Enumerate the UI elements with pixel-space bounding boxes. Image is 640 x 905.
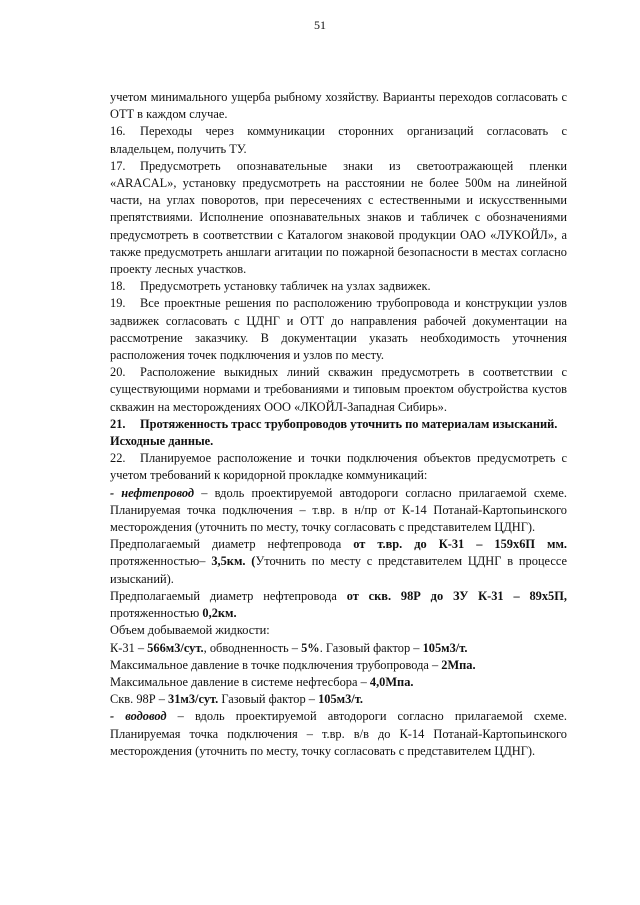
- item-number: 21.: [110, 416, 126, 431]
- paragraph-19: [110, 295, 567, 364]
- water-pipeline-description: - водовод – вдоль проектируемой автодороги согласно прилагаемой схеме. Планируемая точка подключения – т.вр. в/в до К-14 Потанай-Картопьинского месторождения (уточнить по месту, точку согласовать с представителем ЦДНГ).: [110, 709, 567, 758]
- paragraph-20: [110, 364, 567, 416]
- item-text: Переходы через коммуникации сторонних организаций согласовать с владельцем, получить ТУ.: [110, 124, 567, 156]
- paragraph-16: [110, 123, 567, 157]
- item-number: 19.: [110, 296, 126, 311]
- paragraph-21: [110, 416, 567, 433]
- well-98r-production: Скв. 98Р – 31м3/сут. Газовый фактор – 105м3/т.: [110, 692, 363, 707]
- section-heading: Исходные данные.: [110, 434, 214, 449]
- liquid-volume-heading: Объем добываемой жидкости:: [110, 623, 270, 638]
- k31-production: К-31 – 566м3/сут., обводненность – 5%. Газовый фактор – 105м3/т.: [110, 640, 468, 655]
- oil-pipeline-diameter-2: Предполагаемый диаметр нефтепровода от скв. 98Р до ЗУ К-31 – 89х5П, протяженностью 0,2км.: [110, 588, 567, 621]
- paragraph-22: [110, 450, 567, 484]
- water-pipeline-label: - водовод: [110, 709, 167, 724]
- oil-pipeline-label: - нефтепровод: [110, 485, 195, 500]
- item-number: 16.: [110, 124, 126, 139]
- max-pressure-system: Максимальное давление в системе нефтесбора – 4,0Мпа.: [110, 674, 414, 689]
- item-number: 17.: [110, 158, 126, 173]
- paragraph-intro: учетом минимального ущерба рыбному хозяйству. Варианты переходов согласовать с ОТТ в каждом случае.: [110, 90, 567, 122]
- oil-pipeline-description: - нефтепровод – вдоль проектируемой автодороги согласно прилагаемой схеме. Планируемая точка подключения – т.вр. в н/пр от К-14 Потанай-Картопьинского месторождения (уточнить по месту, точку согласовать с представителем ЦДНГ).: [110, 485, 567, 535]
- paragraph-18: [110, 278, 567, 295]
- oil-pipeline-diameter-1: Предполагаемый диаметр нефтепровода от т.вр. до К-31 – 159х6П мм. протяженностью– 3,5км. (Уточнить по месту с представителем ЦДНГ в процессе изысканий).: [110, 537, 567, 586]
- item-text: Предусмотреть установку табличек на узлах задвижек.: [140, 279, 431, 294]
- item-text: Планируемое расположение и точки подключения объектов предусмотреть с учетом требований к коридорной прокладке коммуникаций:: [110, 451, 567, 483]
- item-text: Расположение выкидных линий скважин предусмотреть в соответствии с существующими нормами и требованиями и типовым проектом обустройства кустов скважин на месторождениях ООО «ЛКОЙЛ-Западная Сибирь».: [110, 365, 567, 414]
- page-number: 51: [314, 18, 326, 32]
- item-number: 20.: [110, 365, 126, 380]
- document-body: [110, 89, 567, 760]
- paragraph-17: [110, 158, 567, 278]
- item-text: Предусмотреть опознавательные знаки из светоотражающей пленки «ARACAL», установку предусмотреть на расстоянии не более 500м на линейной части, на углах поворотов, при пересечениях с естественными и искусственными препятствиями. Исполнение опознавательных знаков и табличек с обозначениями предусмотреть в соответствии с Каталогом знаковой продукции ОАО «ЛУКОЙЛ», а также предусмотреть аншлаги агитации по пожарной безопасности в местах согласно проекту лесных участков.: [110, 158, 567, 277]
- item-text: Все проектные решения по расположению трубопровода и конструкции узлов задвижек согласовать с ЦДНГ и ОТТ до направления рабочей документации на рассмотрение заказчику. В документации указать необходимость уточнения расположения точек подключения и узлов по месту.: [110, 296, 567, 363]
- item-text: Протяженность трасс трубопроводов уточнить по материалам изысканий.: [140, 416, 558, 431]
- item-number: 18.: [110, 279, 126, 294]
- max-pressure-connection: Максимальное давление в точке подключения трубопровода – 2Мпа.: [110, 657, 476, 672]
- item-number: 22.: [110, 451, 126, 466]
